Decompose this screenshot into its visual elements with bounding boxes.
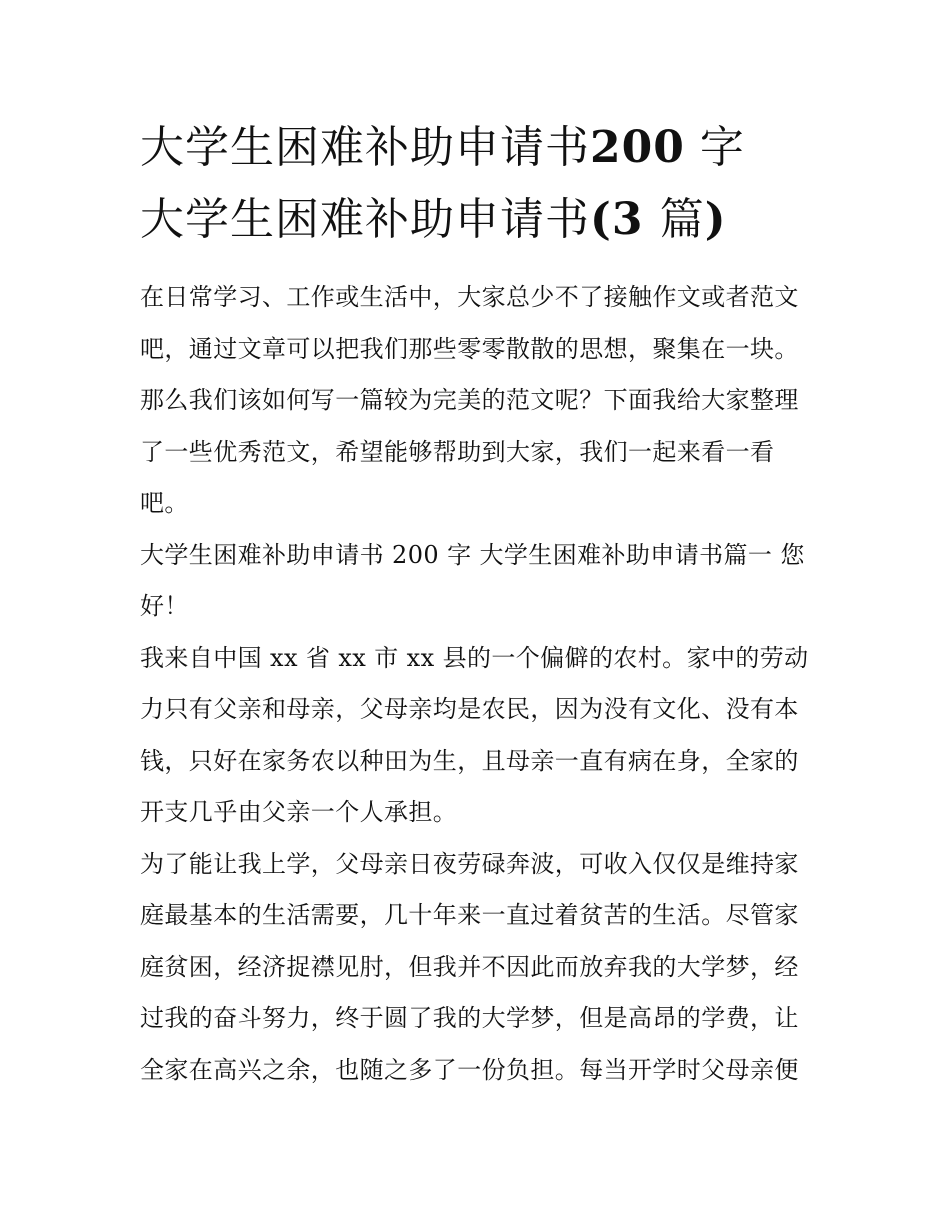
- title-line-1-number: 200: [590, 122, 685, 173]
- document-page: [140, 112, 812, 1096]
- body-line: 全家在高兴之余，也随之多了一份负担。每当开学时父母亲便: [140, 1055, 799, 1084]
- body-line: 了一些优秀范文，希望能够帮助到大家，我们一起来看一看: [140, 437, 775, 466]
- body-line: 好！: [140, 592, 189, 620]
- body-line: 过我的奋斗努力，终于圆了我的大学梦，但是高昂的学费，让: [140, 1004, 799, 1032]
- title-line-1: [140, 112, 812, 184]
- title-line-2: [140, 184, 812, 256]
- body-line: 为了能让我上学，父母亲日夜劳碌奔波，可收入仅仅是维持家: [140, 849, 799, 878]
- title-line-2-mid: 篇: [659, 194, 705, 245]
- body-line: 力只有父亲和母亲，父母亲均是农民，因为没有文化、没有本: [140, 695, 799, 723]
- body-line: 庭最基本的生活需要，几十年来一直过着贫苦的生活。尽管家: [140, 901, 799, 929]
- title-line-2-paren: (3: [590, 194, 660, 245]
- title-line-2-close: ): [704, 194, 727, 245]
- body-line: 大学生困难补助申请书 200 字 大学生困难补助申请书篇一 您: [140, 540, 805, 569]
- body-line: 开支几乎由父亲一个人承担。: [140, 798, 458, 826]
- body-line: 吧，通过文章可以把我们那些零零散散的思想，聚集在一块。: [140, 334, 799, 363]
- body-line: 庭贫困，经济捉襟见肘，但我并不因此而放弃我的大学梦，经: [140, 952, 799, 981]
- body-line: 那么我们该如何写一篇较为完美的范文呢？下面我给大家整理: [140, 386, 799, 414]
- title-line-1-suffix: 字: [684, 122, 745, 173]
- body-line: 吧。: [140, 489, 189, 517]
- body-line: 钱，只好在家务农以种田为生，且母亲一直有病在身，全家的: [140, 746, 799, 775]
- document-body: [140, 272, 812, 1096]
- document-title: [140, 112, 812, 256]
- title-line-1-prefix: 大学生困难补助申请书: [140, 122, 590, 173]
- body-line: 在日常学习、工作或生活中，大家总少不了接触作文或者范文: [140, 283, 799, 311]
- title-line-2-prefix: 大学生困难补助申请书: [140, 194, 590, 245]
- body-line: 我来自中国 xx 省 xx 市 xx 县的一个偏僻的农村。家中的劳动: [140, 643, 809, 672]
